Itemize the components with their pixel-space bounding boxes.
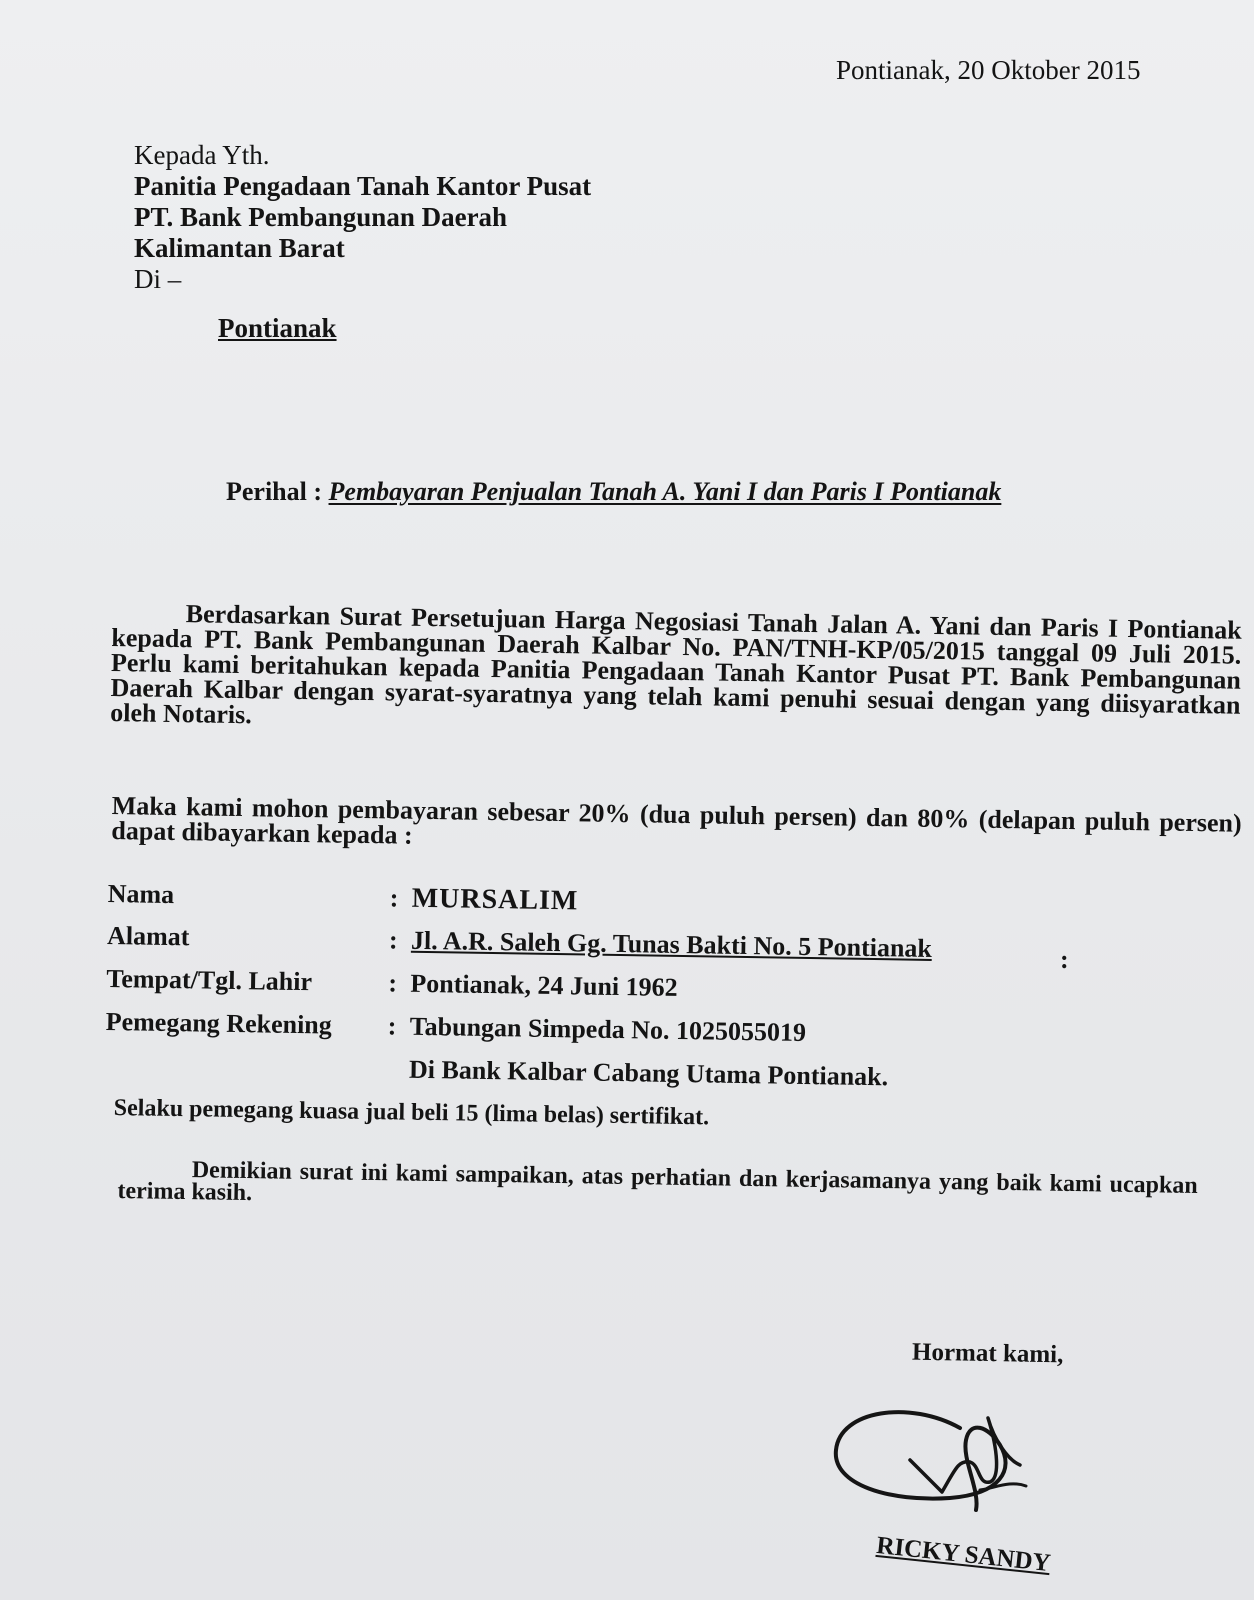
payee-address-colon: : <box>388 925 398 955</box>
recipient-line3: Kalimantan Barat <box>134 233 345 263</box>
subject-label: Perihal : <box>226 477 323 506</box>
paragraph-authority: Selaku pemegang kuasa jual beli 15 (lima belas) sertifikat. <box>113 1095 710 1131</box>
paragraph-request: Maka kami mohon pembayaran sebesar 20% (dua puluh persen) dan 80% (delapan puluh persen) dapat dibayarkan kepada : <box>111 791 1242 850</box>
letter-date: Pontianak, 20 Oktober 2015 <box>836 55 1141 85</box>
signature-icon <box>830 1390 1060 1540</box>
payee-account-bank: Di Bank Kalbar Cabang Utama Pontianak. <box>408 1054 889 1092</box>
paragraph-closing <box>117 1158 1198 1219</box>
paragraph-basis <box>110 600 1242 743</box>
payee-details <box>105 878 933 1103</box>
recipient-salutation: Kepada Yth. <box>134 140 270 170</box>
payee-name-colon: : <box>389 883 399 913</box>
recipient-block <box>134 140 591 344</box>
payee-address-value: Jl. A.R. Saleh Gg. Tunas Bakti No. 5 Pontianak <box>410 925 933 963</box>
recipient-line2: PT. Bank Pembangunan Daerah <box>134 202 508 232</box>
recipient-di: Di – <box>134 264 182 294</box>
subject-line <box>226 477 1001 507</box>
paragraph-basis-text: Berdasarkan Surat Persetujuan Harga Negosiasi Tanah Jalan A. Yani dan Paris I Pontianak kepada PT. Bank Pembangunan Daerah Kalbar No. PAN/TNH-KP/05/2015 tanggal 09 Juli 2015. Perlu kami beritahukan kepada Panitia Pengadaan Tanah Kantor Pusat PT. Bank Pembangunan Daerah Kalbar dengan syarat-syaratnya yang telah kami penuhi sesuai dengan yang diisyaratkan oleh Notaris. <box>110 599 1242 730</box>
payee-account-label: Pemegang Rekening <box>105 1006 332 1040</box>
signer-name: RICKY SANDY <box>875 1532 1052 1578</box>
payee-name-label: Nama <box>107 878 175 910</box>
subject-text: Pembayaran Penjualan Tanah A. Yani I dan Paris I Pontianak <box>328 477 1002 506</box>
payee-birth-value: Pontianak, 24 Juni 1962 <box>410 968 678 1002</box>
payee-account-value: Tabungan Simpeda No. 1025055019 <box>409 1011 807 1047</box>
recipient-line1: Panitia Pengadaan Tanah Kantor Pusat <box>134 171 592 201</box>
recipient-city: Pontianak <box>218 313 337 343</box>
closing-salutation: Hormat kami, <box>911 1338 1064 1369</box>
payee-birth-colon: : <box>388 968 398 998</box>
stray-mark-colon: : <box>1060 945 1069 974</box>
payee-address-label: Alamat <box>106 920 190 952</box>
payee-birth-label: Tempat/Tgl. Lahir <box>106 963 313 997</box>
paragraph-closing-text: Demikian surat ini kami sampaikan, atas perhatian dan kerjasamanya yang baik kami ucapkan terima kasih. <box>117 1157 1198 1207</box>
payee-name-value: MURSALIM <box>411 882 579 917</box>
payee-account-colon: : <box>387 1011 397 1041</box>
